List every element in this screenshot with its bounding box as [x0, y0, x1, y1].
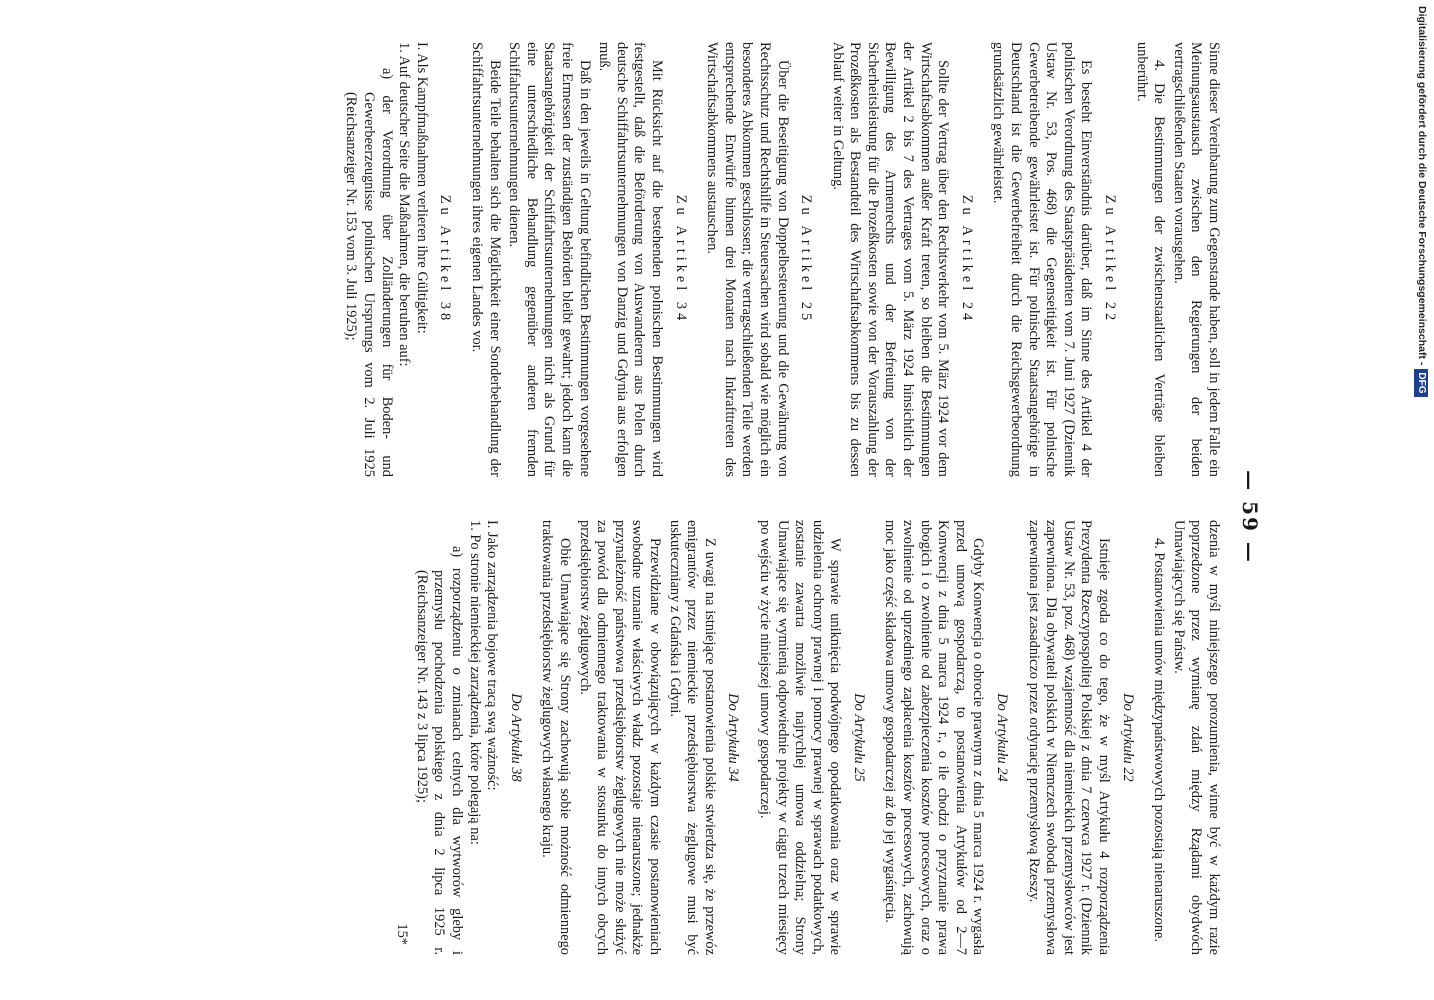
paragraph: Mit Rücksicht auf die bestehenden polnischen Bestimmungen wird festgestellt, daß die Beförderung von Auswanderern aus Polen durch deutsche Schiffahrtsunternehmungen von Danzig und Gdynia aus erfolgen muß.: [596, 42, 665, 477]
paragraph: Über die Beseitigung von Doppelbesteuerung und die Gewährung von Rechtsschutz und Rechtshilfe in Steuersachen wird sobald wie möglich ein besonderes Abkommen geschlossen; die vertragschließenden Teile werden entsprechende Entwürfe binnen drei Monaten nach Inkrafttreten des Wirtschaftsabkommens austauschen.: [704, 42, 791, 477]
section-heading: Zu Artikel 22: [1102, 194, 1119, 325]
list-subitem: a) der Verordnung über Zolländerungen für Boden- und Gewerbeerzeugnisse polnischen Ursprungs vom 2. Juli 1925 (Reichsanzeiger Nr. 153 vom 3. Juli 1925);: [343, 68, 395, 477]
list-item: 1. Po stronie niemieckiej zarządzenia, które polegają na:: [466, 520, 483, 845]
funding-text: Digitalisierung gefördert durch die Deutsche Forschungsgemeinschaft -: [1416, 6, 1428, 366]
paragraph: Sollte der Vertrag über den Rechtsverkehr vom 5. März 1924 vor dem Wirtschaftsabkommen außer Kraft treten, so bleiben die Bestimmungen der Artikel 2 bis 7 des Vertrages vom 5. März 1924 hinsichtlich der Bewilligung des Armenrechts und der Befreiung von der Sicherheitsleistung für die Prozeßkosten sowie von der Vorauszahlung der Prozeßkosten als Bestandteil des Wirtschaftsabkommens bis zu dessen Ablauf weiter in Geltung.: [829, 42, 952, 477]
page-number: — 59 —: [1238, 470, 1262, 564]
section-heading: Do Artykułu 22: [1119, 693, 1136, 782]
paragraph: Obie Umawiające się Strony zachowują sobie możność odmiennego traktowania przedsiębiorstw żeglugowych własnego kraju.: [539, 520, 573, 955]
section-heading: Zu Artikel 25: [798, 194, 815, 325]
paragraph: Beide Teile behalten sich die Möglichkeit einer Sonderbehandlung der Schiffahrtsunternehmungen ihres eigenen Landes vor.: [469, 42, 503, 477]
funding-note: [1413, 6, 1431, 996]
paragraph: Przewidziane w obowiązujących w każdym czasie postanowieniach swobodne uznanie właściwych władz pozostaje nienaruszone; jednakże przynależność państwowa przedsiębiorstw żeglugowych nie może służyć za powód dla odmiennego traktowania w stosunku do innych obcych przedsiębiorstw żeglugowych.: [576, 520, 663, 955]
paragraph: Daß in den jeweils in Geltung befindlichen Bestimmungen vorgesehene freie Ermessen der zuständigen Behörden bleibt gewahrt; jedoch kann die Staatsangehörigkeit der Schiffahrtsunternehmungen nicht als Grund für eine unterschiedliche Behandlung gegenüber anderen fremden Schiffahrtsunternehmungen dienen.: [506, 42, 593, 477]
signature-mark: 15*: [394, 923, 411, 945]
list-item: I. Jako zarządzenia bojowe tracą swą ważność:: [484, 520, 501, 791]
funding-sidebar: [1413, 6, 1431, 996]
document-page: [102, 42, 1262, 972]
section-heading: Zu Artikel 38: [437, 194, 454, 325]
section-heading: Do Artykułu 24: [994, 693, 1011, 782]
polish-column: [393, 520, 1222, 955]
list-subitem: a) rozporządzeniu o zmianach celnych dla wytworów gleby i przemysłu pochodzenia polskiego z dnia 2 lipca 1925 r. (Reichsanzeiger Nr. 143 z 3 lipca 1925);: [413, 546, 466, 955]
section-heading: Do Artykułu 38: [507, 693, 524, 782]
paragraph: 4. Postanowienia umów międzypaństwowych pozostają nienaruszone.: [1151, 538, 1168, 943]
paragraph: 4. Die Bestimmungen der zwischenstaatlichen Verträge bleiben unberührt.: [1133, 42, 1168, 477]
paragraph: Sinne dieser Vereinbarung zum Gegenstande haben, soll in jedem Falle ein Meinungsaustausch zwischen den Regierungen der beiden vertragschließenden Staaten vorausgehen.: [1170, 42, 1222, 477]
list-item: I. Als Kampfmaßnahmen verlieren ihre Gültigkeit:: [413, 42, 430, 334]
list-item: 1. Auf deutscher Seite die Maßnahmen, die beruhen auf:: [396, 42, 413, 367]
paragraph: Istnieje zgoda co do tego, że w myśl Artykułu 4 rozporządzenia Prezydenta Rzeczypospolitej Polskiej z dnia 7 czerwca 1927 r. (Dziennik Ustaw Nr. 53, poz. 468) wzajemność dla niemieckich przemysłowców jest zapewniona. Dla obywateli polskich w Niemczech swoboda przemysłowa zapewniona jest zasadniczo przez ordynację przemysłową Rzeszy.: [1025, 520, 1113, 955]
paragraph: W sprawie uniknięcia podwójnego opodatkowania oraz w sprawie udzielenia ochrony prawnej i pomocy prawnej w sprawach podatkowych, zostanie zawarta możliwie najrychlej umowa oddzielna; Strony Umawiające się wymienią odpowiednie projekty w ciągu trzech miesięcy po wejściu w życie niniejszej umowy gospodarczej.: [756, 520, 844, 955]
paragraph: Z uwagi na istniejące postanowienia polskie stwierdza się, że przewóz emigrantów przez niemieckie przedsiębiorstwa żeglugowe musi być uskuteczniany z Gdańska i Gdyni.: [666, 520, 718, 955]
dfg-logo: DFG: [1414, 369, 1428, 396]
paragraph: Es besteht Einverständnis darüber, daß im Sinne des Artikel 4 der polnischen Verordnung des Staatspräsidenten vom 7. Juni 1927 (Dziennik Ustaw Nr. 53, Pos. 468) die Gegenseitigkeit ist. Für polnische Gewerbetreibende gewährleistet ist. Für polnische Staatsangehörige in Deutschland ist die Gewerbefreiheit durch die Reichsgewerbeordnung grundsätzlich gewährleistet.: [990, 42, 1095, 477]
section-heading: Do Artykułu 34: [725, 693, 742, 782]
section-heading: Zu Artikel 34: [672, 194, 689, 325]
section-heading: Do Artykułu 25: [850, 693, 867, 782]
section-heading: Zu Artikel 24: [958, 194, 975, 325]
german-column: [342, 42, 1222, 477]
paragraph: dzenia w myśl niniejszego porozumienia, winne być w każdym razie poprzedzone przez wymianę zdań między Rządami obydwóch Umawiających się Państw.: [1170, 520, 1222, 955]
paragraph: Gdyby Konwencja o obrocie prawnym z dnia 5 marca 1924 r. wygasła przed umową gospodarczą, to postanowienia Artykułów od 2—7 Konwencji z dnia 5 marca 1924 r., o ile chodzi o przyznanie prawa ubogich i o zwolnienie od zabezpieczenia kosztów procesowych, oraz o zwolnienie od uprzedniego zapłacenia kosztów procesowych, zachowują moc jako część składowa umowy gospodarczej aż do jej wygaśnięcia.: [882, 520, 987, 955]
